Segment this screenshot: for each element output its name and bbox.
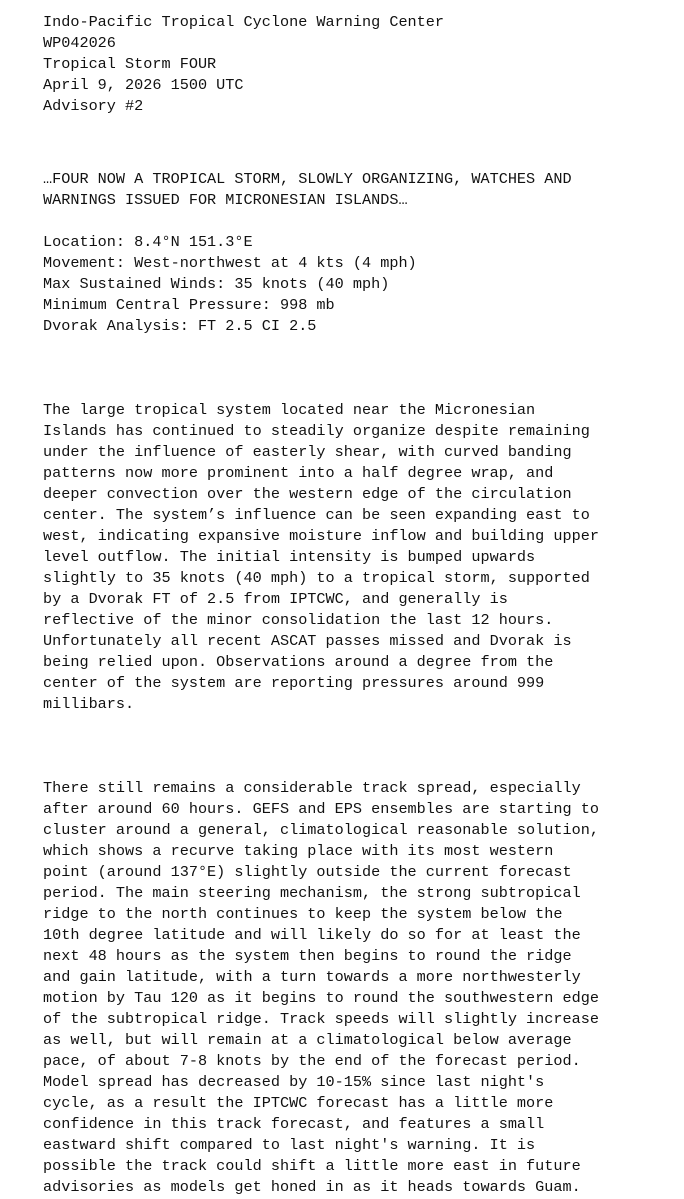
paragraph-line: cluster around a general, climatological reasonable solution,	[43, 821, 599, 839]
paragraph-line: of the subtropical ridge. Track speeds will slightly increase	[43, 1010, 599, 1028]
agency-name: Indo-Pacific Tropical Cyclone Warning Center	[43, 13, 445, 31]
storm-stats	[43, 232, 673, 337]
paragraph-line: and gain latitude, with a turn towards a more northwesterly	[43, 968, 581, 986]
paragraph-line: confidence in this track forecast, and features a small	[43, 1115, 545, 1133]
paragraph-line: point (around 137°E) slightly outside the current forecast	[43, 863, 572, 881]
paragraph-line: Model spread has decreased by 10-15% since last night's	[43, 1073, 545, 1091]
paragraph-line: 10th degree latitude and will likely do so for at least the	[43, 926, 581, 944]
headline-line: …FOUR NOW A TROPICAL STORM, SLOWLY ORGANIZING, WATCHES AND	[43, 170, 572, 188]
paragraph-line: under the influence of easterly shear, with curved banding	[43, 443, 572, 461]
paragraph-line: millibars.	[43, 695, 135, 713]
advisory-header	[43, 12, 673, 117]
paragraph-line: deeper convection over the western edge of the circulation	[43, 485, 572, 503]
headline-line: WARNINGS ISSUED FOR MICRONESIAN ISLANDS…	[43, 191, 408, 209]
paragraph-line: There still remains a considerable track spread, especially	[43, 779, 581, 797]
paragraph-line: cycle, as a result the IPTCWC forecast has a little more	[43, 1094, 554, 1112]
paragraph-line: The large tropical system located near the Micronesian	[43, 401, 536, 419]
stat-movement: Movement: West-northwest at 4 kts (4 mph)	[43, 254, 417, 272]
paragraph-line: slightly to 35 knots (40 mph) to a tropical storm, supported	[43, 569, 590, 587]
stat-pressure: Minimum Central Pressure: 998 mb	[43, 296, 335, 314]
advisory-number: Advisory #2	[43, 97, 144, 115]
intensity-discussion	[43, 400, 673, 715]
advisory-datetime: April 9, 2026 1500 UTC	[43, 76, 244, 94]
paragraph-line: by a Dvorak FT of 2.5 from IPTCWC, and generally is	[43, 590, 508, 608]
paragraph-line: eastward shift compared to last night's warning. It is	[43, 1136, 536, 1154]
paragraph-line: Islands has continued to steadily organize despite remaining	[43, 422, 590, 440]
storm-id: WP042026	[43, 34, 116, 52]
paragraph-line: being relied upon. Observations around a degree from the	[43, 653, 554, 671]
paragraph-line: Unfortunately all recent ASCAT passes missed and Dvorak is	[43, 632, 572, 650]
advisory-document	[43, 12, 673, 1198]
paragraph-line: advisories as models get honed in as it heads towards Guam.	[43, 1178, 581, 1196]
paragraph-line: center of the system are reporting pressures around 999	[43, 674, 545, 692]
paragraph-line: reflective of the minor consolidation the last 12 hours.	[43, 611, 554, 629]
advisory-headline	[43, 169, 673, 211]
paragraph-line: pace, of about 7-8 knots by the end of the forecast period.	[43, 1052, 581, 1070]
paragraph-line: level outflow. The initial intensity is bumped upwards	[43, 548, 536, 566]
paragraph-line: ridge to the north continues to keep the system below the	[43, 905, 563, 923]
paragraph-line: center. The system’s influence can be seen expanding east to	[43, 506, 590, 524]
paragraph-line: next 48 hours as the system then begins to round the ridge	[43, 947, 572, 965]
paragraph-line: which shows a recurve taking place with its most western	[43, 842, 554, 860]
paragraph-line: patterns now more prominent into a half degree wrap, and	[43, 464, 554, 482]
stat-location: Location: 8.4°N 151.3°E	[43, 233, 253, 251]
paragraph-line: west, indicating expansive moisture inflow and building upper	[43, 527, 599, 545]
track-discussion	[43, 778, 673, 1198]
paragraph-line: period. The main steering mechanism, the strong subtropical	[43, 884, 581, 902]
paragraph-line: as well, but will remain at a climatological below average	[43, 1031, 572, 1049]
stat-max-winds: Max Sustained Winds: 35 knots (40 mph)	[43, 275, 390, 293]
paragraph-line: possible the track could shift a little more east in future	[43, 1157, 581, 1175]
paragraph-line: after around 60 hours. GEFS and EPS ensembles are starting to	[43, 800, 599, 818]
storm-name: Tropical Storm FOUR	[43, 55, 217, 73]
paragraph-line: motion by Tau 120 as it begins to round the southwestern edge	[43, 989, 599, 1007]
stat-dvorak: Dvorak Analysis: FT 2.5 CI 2.5	[43, 317, 317, 335]
